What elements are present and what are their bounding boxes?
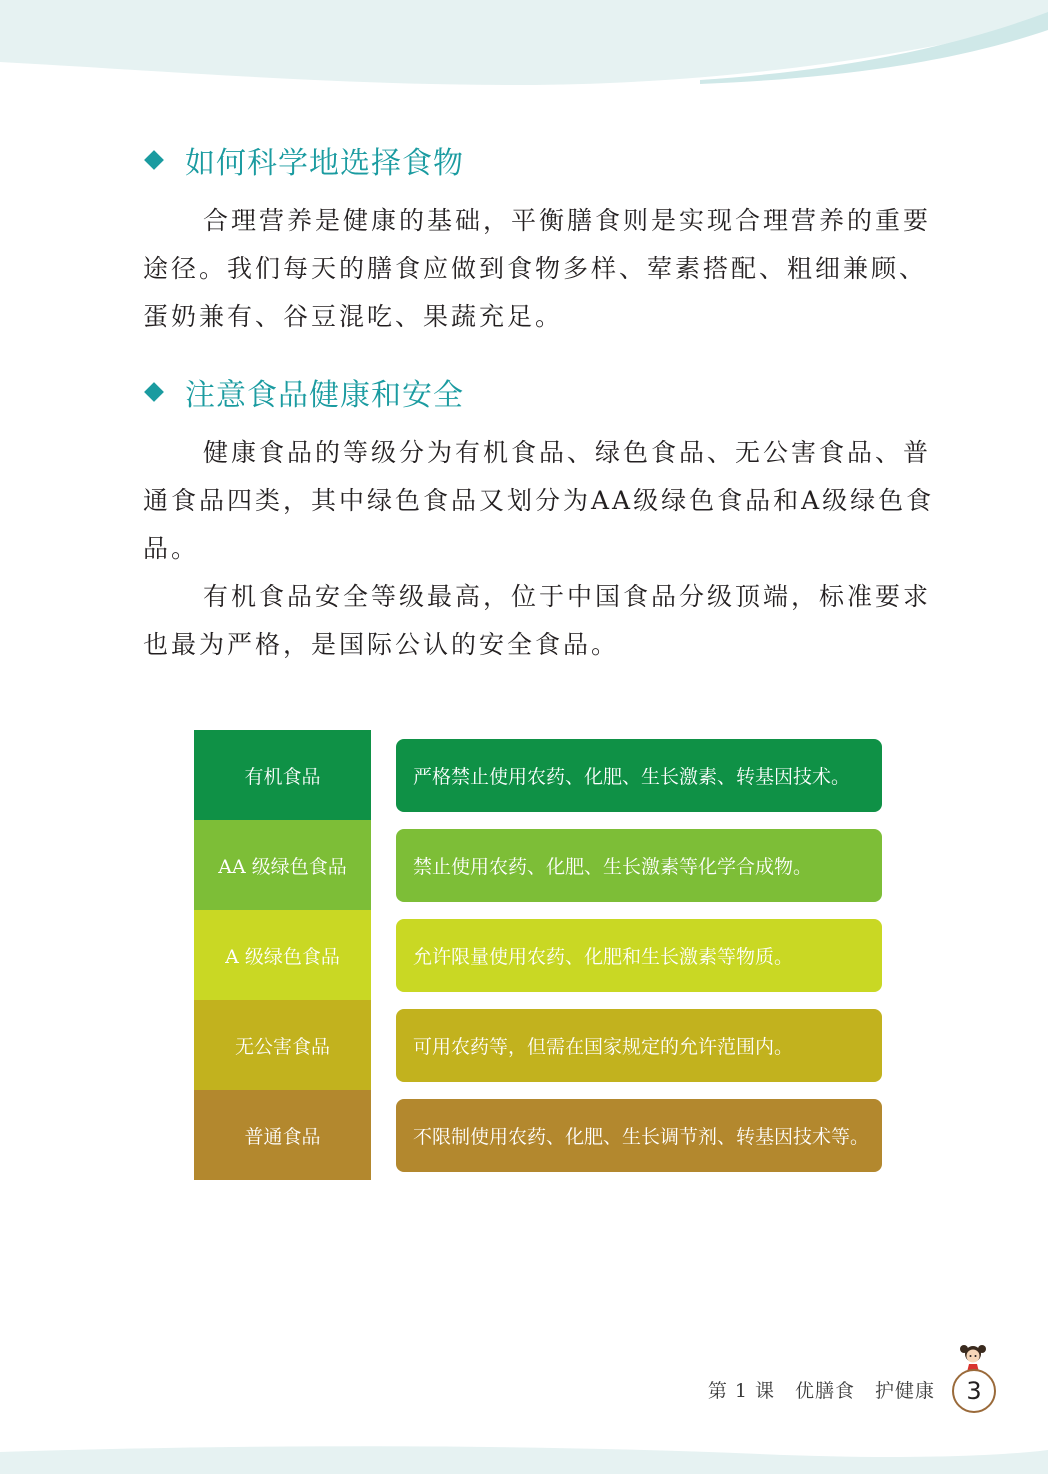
level-cell: 无公害食品 — [194, 1000, 371, 1090]
level-cell: AA 级绿色食品 — [194, 820, 371, 910]
level-description: 可用农药等，但需在国家规定的允许范围内。 — [396, 1009, 882, 1082]
level-description: 禁止使用农药、化肥、生长激素等化学合成物。 — [396, 829, 882, 902]
paragraph: 健康食品的等级分为有机食品、绿色食品、无公害食品、普通食品四类，其中绿色食品又划分为AA级绿色食品和A级绿色食品。 — [143, 438, 935, 563]
level-cell: A 级绿色食品 — [194, 910, 371, 1000]
level-cell: 普通食品 — [194, 1090, 371, 1180]
top-wave-decoration — [0, 0, 1048, 100]
level-description: 严格禁止使用农药、化肥、生长激素、转基因技术。 — [396, 739, 882, 812]
bottom-wave-decoration — [0, 1414, 1048, 1474]
section-heading-2 — [143, 370, 464, 414]
level-cell: 有机食品 — [194, 730, 371, 820]
diamond-bullet-icon — [144, 382, 164, 402]
food-level-column — [194, 730, 371, 1180]
diamond-bullet-icon — [144, 150, 164, 170]
section-heading-text: 如何科学地选择食物 — [185, 146, 464, 181]
level-description: 不限制使用农药、化肥、生长调节剂、转基因技术等。 — [396, 1099, 882, 1172]
page-number: 3 — [952, 1369, 996, 1413]
paragraph: 有机食品安全等级最高，位于中国食品分级顶端，标准要求也最为严格，是国际公认的安全食品。 — [143, 582, 932, 659]
footer-lesson-title: 第 1 课 优膳食 护健康 — [707, 1380, 935, 1402]
paragraph: 合理营养是健康的基础，平衡膳食则是实现合理营养的重要途径。我们每天的膳食应做到食物多样、荤素搭配、粗细兼顾、蛋奶兼有、谷豆混吃、果蔬充足。 — [143, 206, 932, 331]
level-description: 允许限量使用农药、化肥和生长激素等物质。 — [396, 919, 882, 992]
section-heading-1 — [143, 138, 464, 182]
section-heading-text: 注意食品健康和安全 — [185, 378, 464, 413]
